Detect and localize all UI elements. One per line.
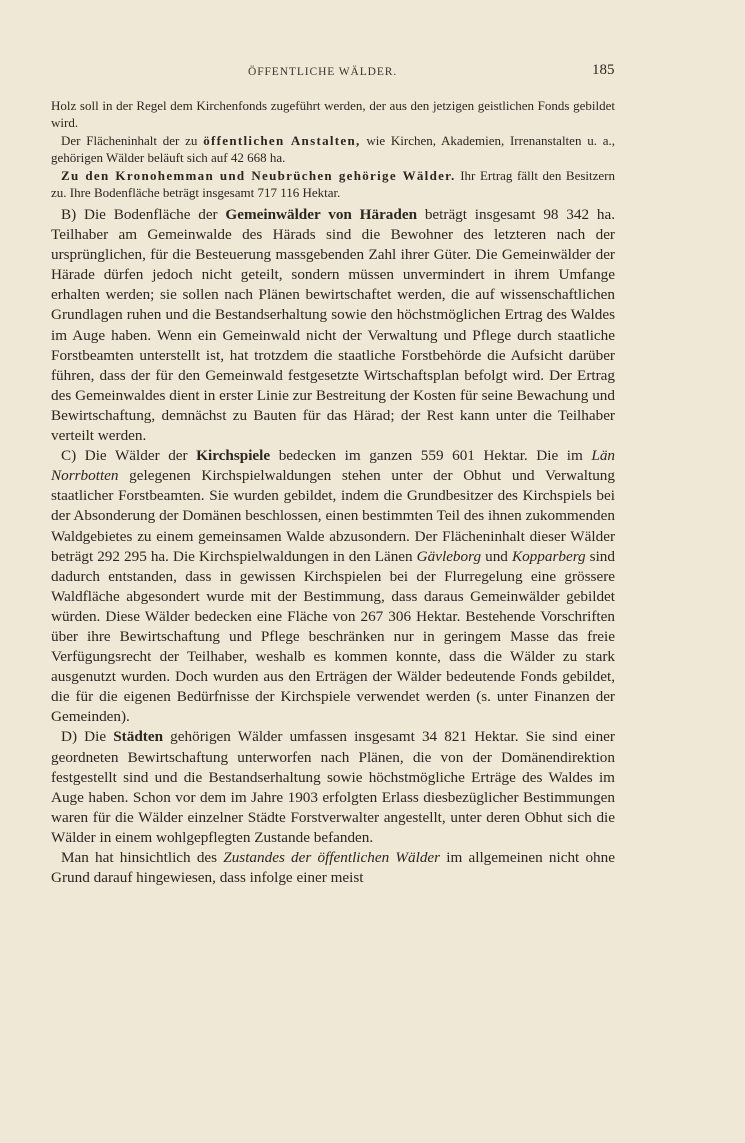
emphasis-zustand: Zustandes der öffentlichen Wälder [223,849,441,866]
place-norrbotten: Län Norrbotten [51,447,616,485]
paragraph-b-gemeinwaelder: B) Die Bodenfläche der Gemeinwälder von Häraden beträgt insgesamt 98 342 ha. Teilhaber am Gemeinwalde des Härads sind die Bewohner des letzteren nach der ursprünglichen, für die Besteuerung massgebenden Zahl ihrer Güter. Die Gemeinwälder der Härade dürfen jedoch nicht geteilt, sondern müssen unvermindert in ihrem Umfange erhalten werden; sie sollen nach Plänen bewirtschaftet werden, die auf wissenschaftlichen Grundlagen ruhen und die Bestandserhaltung sowie den höchstmöglichen Ertrag des Waldes im Auge haben. Wenn ein Gemeinwald nicht der Verwaltung und Pflege durch staatliche Forstbeamten unterstellt ist, hat trotzdem die staatliche Forstbehörde die Aufsicht darüber führen, dass der für den Gemeinwald festgesetzte Wirtschaftsplan befolgt wird. Der Ertrag des Gemeinwaldes dient in erster Linie zur Bestreitung der Kosten für seine Bewachung und Bewirtschaftung, demnächst zu Bauten für das Härad; der Rest kann unter die Teilhaber verteilt werden. [51,206,615,445]
emphasis-staedten: Städten [113,728,164,746]
place-gaevleborg: Gävleborg [416,547,482,565]
running-title: ÖFFENTLICHE WÄLDER. [248,66,398,78]
small-print-section [51,97,615,201]
paragraph-anstalten: Der Flächeninhalt der zu öffentlichen Anstalten, wie Kirchen, Akademien, Irrenanstalten u. a., gehörigen Wälder beläuft sich auf 42 668 ha. [51,132,615,166]
place-kopparberg: Kopparberg [511,547,586,565]
paragraph-kirchenfonds: Holz soll in der Regel dem Kirchenfonds zugeführt werden, der aus den jetzigen geistlichen Fonds gebildet wird. [51,98,615,131]
main-text-section [51,205,615,888]
paragraph-c-kirchspiele: C) Die Wälder der Kirchspiele bedecken im ganzen 559 601 Hektar. Die im Län Norrbotten gelegenen Kirchspielwaldungen stehen unter der Obhut und Verwaltung staatlicher Forstbeamten. Sie wurden gebildet, indem die Grundbesitzer des Kirchspiels bei der Absonderung der Domänen beschlossen, einen bestimmten Teil des ihnen zukommenden Waldgebietes zu einem gemeinsamen Walde abzusondern. Der Flächeninhalt dieser Wälder beträgt 292 295 ha. Die Kirchspielwaldungen in den Länen Gävleborg und Kopparberg sind dadurch entstanden, dass in gewissen Kirchspielen bei der Flurregelung eine grössere Waldfläche abgesondert wurde mit der Bestimmung, dass daraus Gemeinwälder gebildet würden. Diese Wälder bedecken eine Fläche von 267 306 Hektar. Bestehende Vorschriften über ihre Bewirtschaftung und Pflege beschränken nur in geringem Masse das freie Verfügungsrecht der Teilhaber, weshalb es kommen konnte, dass die Wälder zu stark ausgenutzt wurden. Doch wurden aus den Erträgen der Wälder bedeutende Fonds gebildet, die für die eigenen Bedürfnisse der Kirchspiele verwendet werden (s. unter Finanzen der Gemeinden). [51,447,616,726]
paragraph-d-staedte: D) Die Städten gehörigen Wälder umfassen insgesamt 34 821 Hektar. Sie sind einer geordneten Bewirtschaftung unterworfen nach Plänen, die von der Domänendirektion festgestellt sind und die Bestandserhaltung sowie höchstmögliche Erträge des Waldes im Auge haben. Schon vor dem im Jahre 1903 erfolgten Erlass diesbezüglicher Bestimmungen waren für die Wälder einzelner Städte Forstverwalter angestellt, unter deren Obhut sich die Wälder in einem wohlgepflegten Zustande befanden. [51,728,615,846]
emphasis-anstalten: öffentlichen Anstalten, [203,132,361,148]
paragraph-kronohemman: Zu den Kronohemman und Neubrüchen gehörige Wälder. Ihr Ertrag fällt den Besitzern zu. Ihre Bodenfläche beträgt insgesamt 717 116 Hektar. [51,167,616,201]
emphasis-kirchspiele: Kirchspiele [196,447,271,465]
page-number: 185 [592,62,615,78]
page-header [0,62,745,82]
paragraph-e-zustand: Man hat hinsichtlich des Zustandes der öffentlichen Wälder im allgemeinen nicht ohne Grund darauf hingewiesen, dass infolge einer meist [51,849,615,887]
emphasis-kronohemman: Zu den Kronohemman und Neubrüchen gehörige Wälder. [61,167,456,183]
emphasis-gemeinwaelder: Gemeinwälder von Häraden [225,206,418,223]
